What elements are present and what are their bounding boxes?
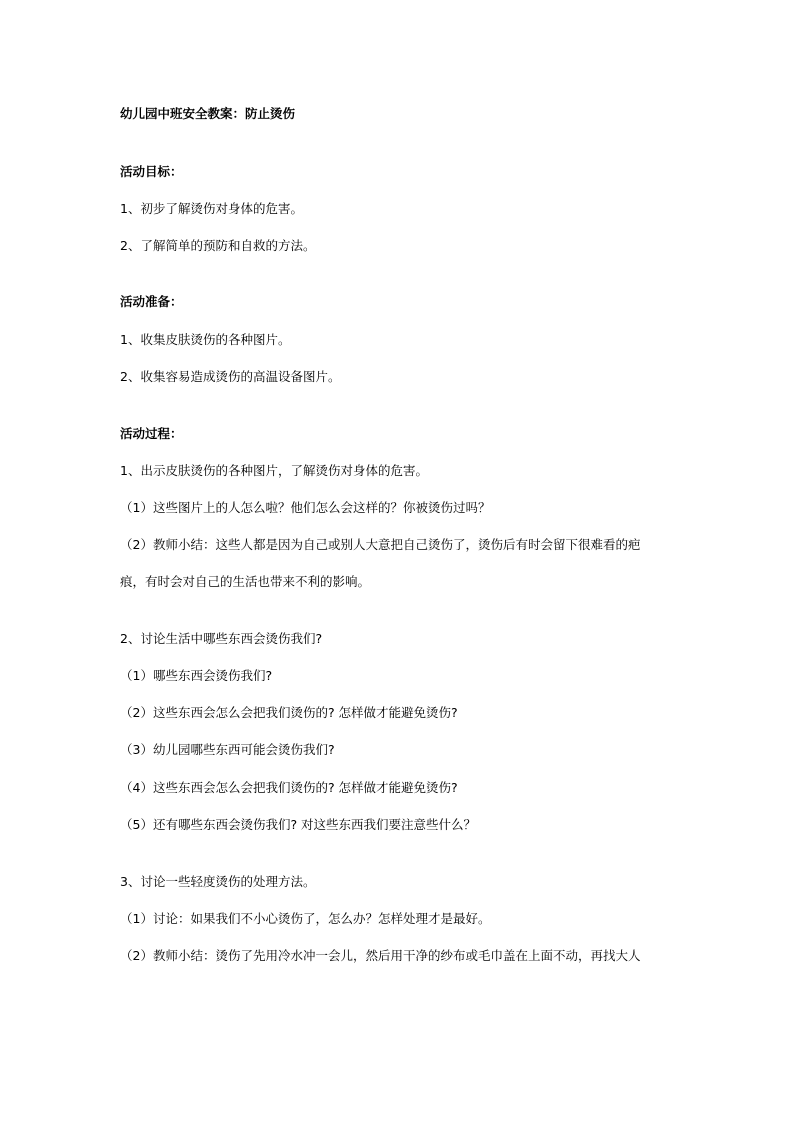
prep-item-2: 2、收集容易造成烫伤的高温设备图片。 — [120, 369, 341, 384]
step2-item-5: （5）还有哪些东西会烫伤我们? 对这些东西我们要注意些什么？ — [120, 817, 477, 832]
step2-item-1: （1）哪些东西会烫伤我们? — [120, 668, 273, 683]
step3-question-1: （1）讨论：如果我们不小心烫伤了，怎么办？怎样处理才是最好。 — [120, 911, 491, 926]
goal-item-1: 1、初步了解烫伤对身体的危害。 — [120, 201, 303, 216]
step2-title: 2、讨论生活中哪些东西会烫伤我们? — [120, 631, 323, 646]
step2-item-3: （3）幼儿园哪些东西可能会烫伤我们? — [120, 742, 335, 757]
prep-item-1: 1、收集皮肤烫伤的各种图片。 — [120, 332, 291, 347]
step3-title: 3、讨论一些轻度烫伤的处理方法。 — [120, 874, 316, 889]
step2-item-4: （4）这些东西会怎么会把我们烫伤的? 怎样做才能避免烫伤? — [120, 780, 458, 795]
step1-question-1: （1）这些图片上的人怎么啦？他们怎么会这样的？你被烫伤过吗？ — [120, 500, 491, 515]
process-heading: 活动过程： — [120, 426, 183, 441]
step3-summary-line-1: （2）教师小结：烫伤了先用冷水冲一会儿，然后用干净的纱布或毛巾盖在上面不动，再找大人 — [120, 948, 641, 963]
document-title: 幼儿园中班安全教案：防止烫伤 — [120, 106, 296, 121]
step2-item-2: （2）这些东西会怎么会把我们烫伤的? 怎样做才能避免烫伤? — [120, 705, 458, 720]
goal-item-2: 2、了解简单的预防和自救的方法。 — [120, 238, 316, 253]
step1-summary-line-2: 痕，有时会对自己的生活也带来不利的影响。 — [120, 574, 371, 589]
goals-heading: 活动目标： — [120, 164, 183, 179]
prep-heading: 活动准备： — [120, 294, 183, 309]
step1-title: 1、出示皮肤烫伤的各种图片，了解烫伤对身体的危害。 — [120, 463, 428, 478]
step1-summary-line-1: （2）教师小结：这些人都是因为自己或别人大意把自己烫伤了，烫伤后有时会留下很难看的疤 — [120, 537, 641, 552]
